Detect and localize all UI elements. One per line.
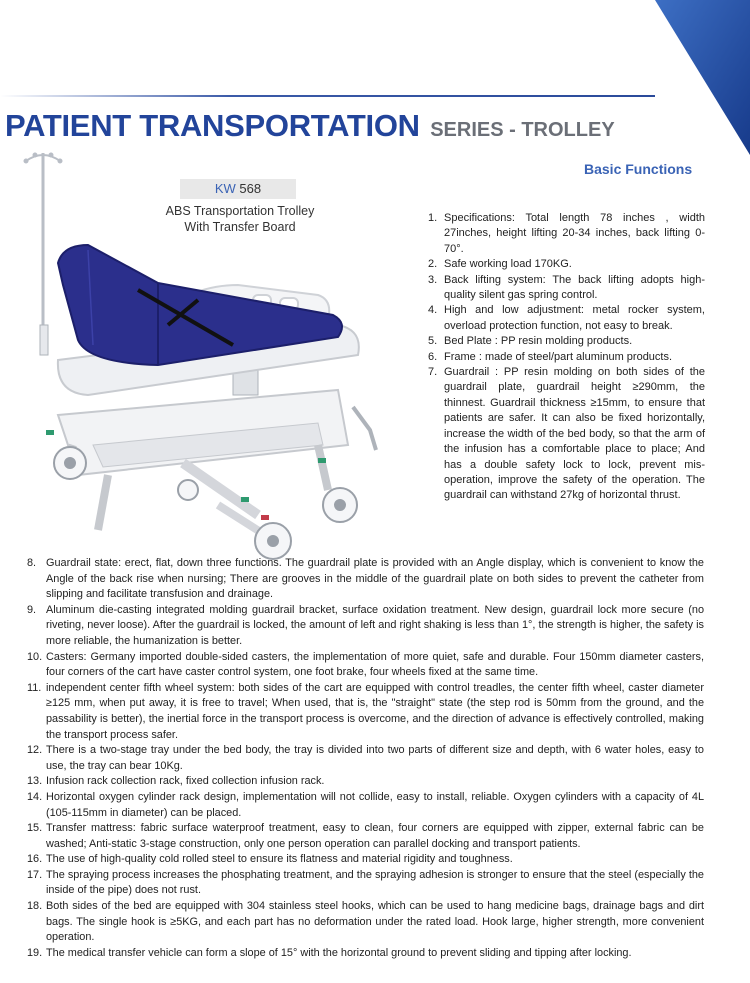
additional-functions-list: [27, 556, 704, 961]
model-description-line1: ABS Transportation Trolley: [165, 204, 315, 218]
function-num: 9.: [27, 603, 37, 616]
basic-functions-list: [428, 211, 705, 504]
function-text: Infusion rack collection rack, fixed collection infusion rack.: [46, 775, 325, 788]
function-item: [428, 303, 705, 334]
title-underline: [0, 95, 655, 97]
function-item: [27, 899, 704, 946]
function-item: [27, 946, 704, 962]
function-item: [27, 868, 704, 899]
function-item: [27, 603, 704, 650]
function-num: 13.: [27, 775, 43, 788]
function-item: [27, 650, 704, 681]
function-item: [428, 365, 705, 504]
model-prefix: KW: [214, 181, 236, 196]
function-num: 17.: [27, 868, 43, 881]
model-description: [150, 203, 330, 235]
function-item: [27, 743, 704, 774]
function-text: Guardrail : PP resin molding on both sides of the guardrail plate, guardrail height ≥290mm, the thinnest. Guardrail thickness ≥15mm, to ensure that patients are safer. It can also be fixed horizontally, increase the width of the bed body, so that the arm of the infusion has a comfortable place to place; And has a double safety lock to lock, prevent mis-operation, improve the safety of the operation. The guardrail can withstand 27kg of horizontal thrust.: [444, 366, 705, 502]
function-text: Guardrail state: erect, flat, down three functions. The guardrail plate is provided with an Angle display, which is convenient to know the Angle of the back rise when nursing; There are grooves in the middle of the guardrail plate on both sides to prevent the catheter from slipping and facilitate transfusion and drainage.: [46, 557, 704, 601]
function-num: 18.: [27, 900, 43, 913]
function-num: 3.: [428, 273, 438, 286]
function-item: [428, 273, 705, 304]
function-item: [27, 556, 704, 603]
function-text: There is a two-stage tray under the bed body, the tray is divided into two parts of different size and depth, with 6 water holes, easy to use, the tray can bear 10Kg.: [46, 744, 704, 772]
function-num: 11.: [27, 681, 42, 694]
function-num: 16.: [27, 853, 43, 866]
function-num: 15.: [27, 822, 43, 835]
corner-triangle-decoration: [655, 0, 750, 155]
page-title: [5, 108, 615, 144]
function-item: [27, 852, 704, 868]
trolley-frame: [58, 370, 348, 540]
function-item: [428, 334, 705, 349]
section-heading: Basic Functions: [584, 161, 693, 177]
function-text: The medical transfer vehicle can form a slope of 15° with the horizontal ground to prevent sliding and tipping after locking.: [46, 946, 632, 959]
function-item: [27, 774, 704, 790]
function-num: 1.: [428, 212, 438, 224]
function-text: The spraying process increases the phosphating treatment, and the spraying adhesion is stronger to ensure that the steel (especially the inside of the pipe) does not rust.: [46, 868, 704, 897]
function-text: Aluminum die-casting integrated molding guardrail bracket, surface oxidation treatment. New design, guardrail lock more secure (no riveting, never loose). After the guardrail is locked, the amount of left and right shaking is less than 1°, the strength is higher, the safety is more reliable, the humanization is better.: [46, 603, 704, 647]
function-num: 10.: [27, 650, 43, 663]
function-text: High and low adjustment: metal rocker system, overload protection function, not easy to break.: [444, 304, 705, 332]
function-text: Both sides of the bed are equipped with 304 stainless steel hooks, which can be used to hang medicine bags, drainage bags and dirt bags. The single hook is ≥5KG, and each part has no deformation under the rated load. Hook large, higher strength, more convenient operation.: [46, 900, 704, 944]
function-num: 2.: [428, 258, 438, 271]
function-item: [27, 790, 704, 821]
function-item: [428, 257, 705, 272]
function-text: Specifications: Total length 78 inches , width 27inches, height lifting 20-34 inches, back lifting 0-70°.: [444, 212, 705, 255]
function-item: [27, 821, 704, 852]
model-number: 568: [235, 181, 262, 196]
function-text: Transfer mattress: fabric surface waterproof treatment, easy to clean, four corners are equipped with zipper, external fabric can be washed; Anti-static 3-stage construction, only one person operation can parallel docking and transport patients.: [46, 822, 704, 850]
function-text: Casters: Germany imported double-sided casters, the implementation of more quiet, safe and durable. Four 150mm diameter casters, four corners of the cart have caster control system, one foot brake, four wheels fixed at the same time.: [46, 650, 704, 679]
function-num: 7.: [428, 366, 438, 379]
function-num: 8.: [27, 557, 37, 569]
function-item: [428, 350, 705, 365]
page-title-main: PATIENT TRANSPORTATION: [5, 108, 420, 143]
function-num: 14.: [27, 790, 43, 803]
function-num: 19.: [27, 946, 43, 959]
function-num: 4.: [428, 304, 438, 317]
function-num: 5.: [428, 335, 438, 348]
model-description-line2: With Transfer Board: [184, 220, 296, 234]
model-label: [180, 179, 296, 199]
function-text: The use of high-quality cold rolled steel to ensure its flatness and material rigidity and toughness.: [46, 853, 513, 866]
crank-handle: [353, 407, 376, 450]
function-item: [27, 681, 704, 743]
function-text: Horizontal oxygen cylinder rack design, implementation will not collide, easy to install, reliable. Oxygen cylinders with a capacity of 4L (105-115mm in diameter) can be placed.: [46, 790, 704, 819]
function-text: Frame : made of steel/part aluminum products.: [444, 350, 673, 363]
function-text: independent center fifth wheel system: both sides of the cart are equipped with control treadles, the center fifth wheel, caster diameter ≥125 mm, when put away, it is free to travel; When used, that is, the "straight" state (the step rod is 50mm from the ground, and the passability is better), the inertial force in the transport process is overcome, and the direction of advance is effectively controlled, making the transport process safer.: [46, 681, 704, 741]
function-text: Safe working load 170KG.: [444, 258, 572, 271]
page-title-sub: SERIES - TROLLEY: [430, 119, 615, 141]
function-text: Bed Plate : PP resin molding products.: [444, 335, 633, 348]
function-text: Back lifting system: The back lifting adopts high-quality silent gas spring control.: [444, 273, 705, 302]
function-num: 6.: [428, 350, 438, 363]
function-num: 12.: [27, 744, 43, 757]
iv-pole: [24, 153, 62, 355]
function-item: [428, 211, 705, 257]
